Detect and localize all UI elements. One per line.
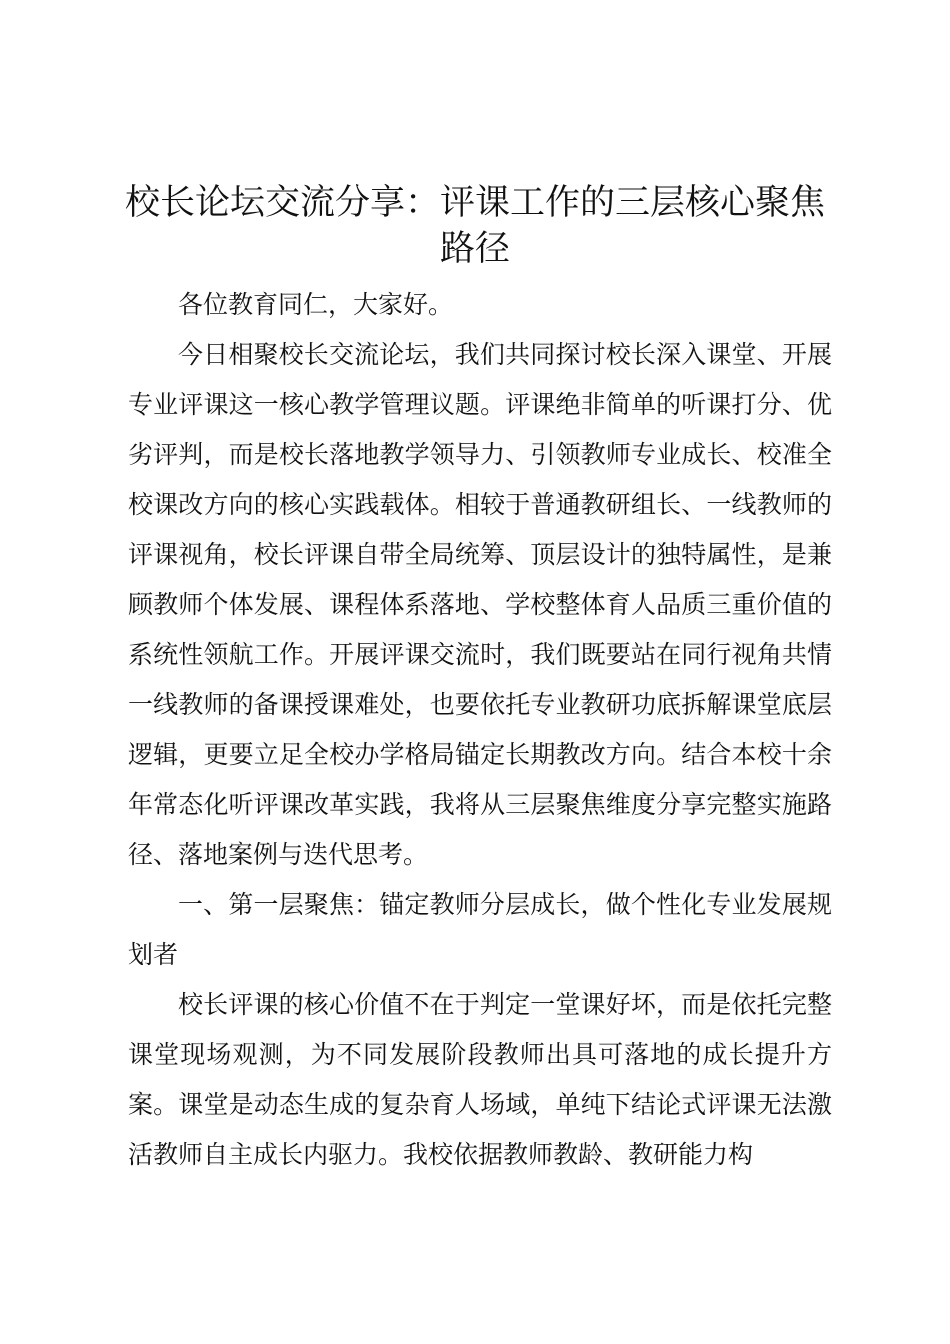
paragraph-section-1: 校长评课的核心价值不在于判定一堂课好坏，而是依托完整课堂现场观测，为不同发展阶段教师出具可落地的成长提升方案。课堂是动态生成的复杂育人场域，单纯下结论式评课无法激活教师自主成长内驱力。我校依据教师教龄、教研能力构	[128, 990, 832, 1169]
document-title: 校长论坛交流分享：评课工作的三层核心聚焦路径	[124, 183, 825, 269]
paragraph-intro: 今日相聚校长交流论坛，我们共同探讨校长深入课堂、开展专业评课这一核心教学管理议题。评课绝非简单的听课打分、优劣评判，而是校长落地教学领导力、引领教师专业成长、校准全校课改方向的核心实践载体。相较于普通教研组长、一线教师的评课视角，校长评课自带全局统筹、顶层设计的独特属性，是兼顾教师个体发展、课程体系落地、学校整体育人品质三重价值的系统性领航工作。开展评课交流时，我们既要站在同行视角共情一线教师的备课授课难处，也要依托专业教研功底拆解课堂底层逻辑，更要立足全校办学格局锚定长期教改方向。结合本校十余年常态化听评课改革实践，我将从三层聚焦维度分享完整实施路径、落地案例与迭代思考。	[128, 340, 832, 869]
section-heading-1: 一、第一层聚焦：锚定教师分层成长，做个性化专业发展规划者	[128, 890, 832, 969]
greeting: 各位教育同仁，大家好。	[178, 290, 454, 319]
